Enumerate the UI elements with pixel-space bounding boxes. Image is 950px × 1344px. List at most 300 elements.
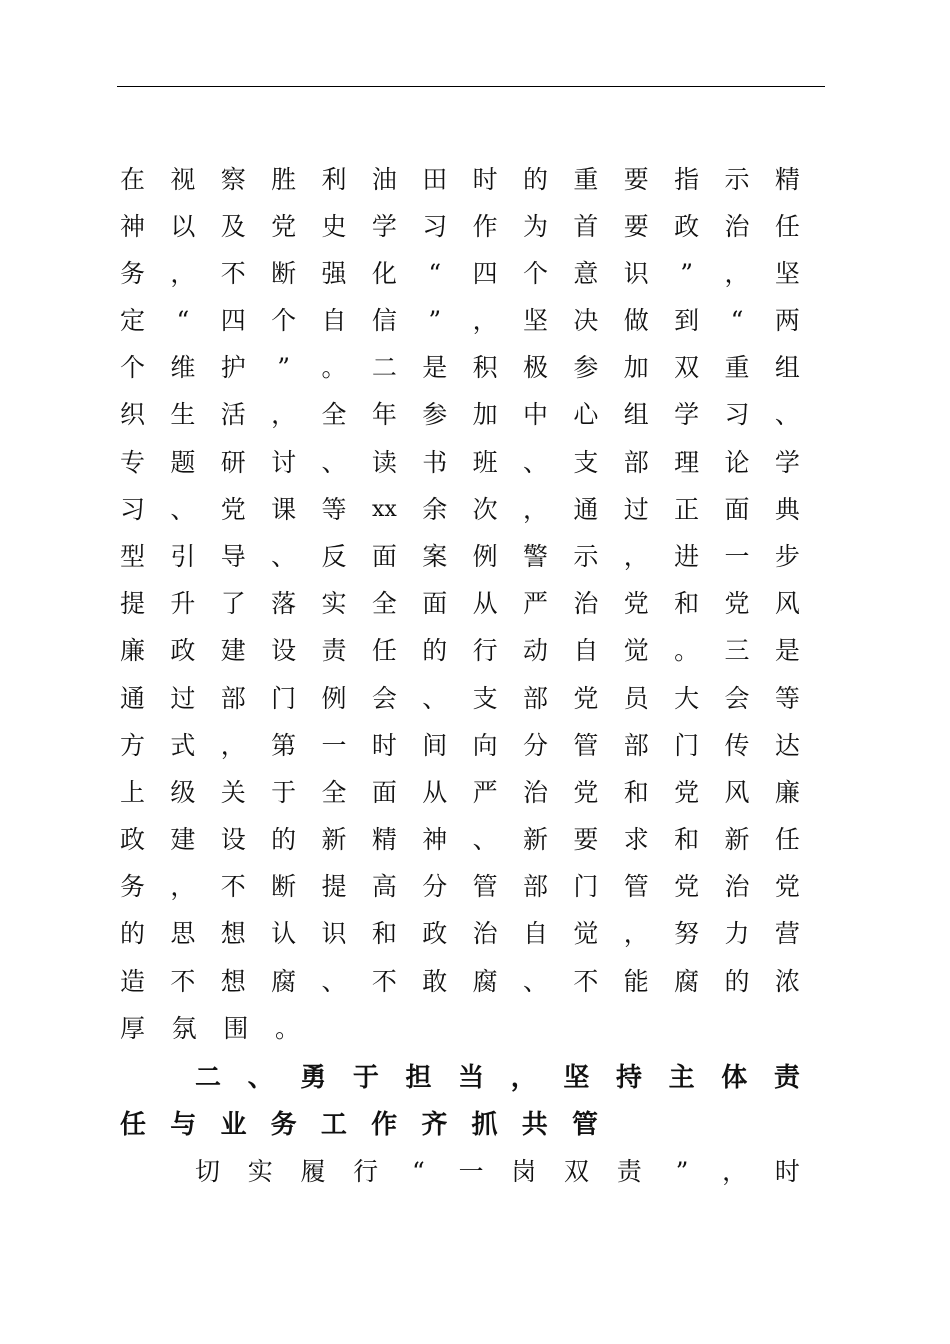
- body-line: [120, 1009, 300, 1049]
- glyph: 门: [271, 684, 297, 713]
- glyph: 过: [623, 495, 649, 524]
- glyph: 和: [674, 825, 700, 854]
- glyph: “: [176, 306, 190, 335]
- glyph: 型: [120, 542, 146, 571]
- glyph: ，: [170, 259, 196, 288]
- glyph: 心: [573, 400, 599, 429]
- glyph: 务: [120, 872, 146, 901]
- glyph: 的: [523, 165, 549, 194]
- glyph: 管: [623, 872, 649, 901]
- glyph: 步: [774, 542, 800, 571]
- glyph: 向: [472, 731, 498, 760]
- glyph: 组: [774, 353, 800, 382]
- glyph: 落: [271, 589, 297, 618]
- glyph: 和: [371, 919, 397, 948]
- glyph: 断: [271, 259, 297, 288]
- glyph: 在: [120, 165, 146, 194]
- glyph: 极: [522, 353, 548, 382]
- glyph: 第: [271, 731, 297, 760]
- glyph: 史: [321, 212, 347, 241]
- glyph: 加: [472, 400, 498, 429]
- glyph: 氛: [171, 1014, 197, 1043]
- glyph: 分: [422, 872, 448, 901]
- glyph: 政: [674, 212, 700, 241]
- glyph: 意: [573, 259, 599, 288]
- glyph: 持: [616, 1063, 643, 1093]
- glyph: 习: [724, 400, 750, 429]
- glyph: 三: [724, 636, 750, 665]
- glyph: 要: [623, 165, 649, 194]
- glyph: 导: [220, 542, 246, 571]
- glyph: 反: [321, 542, 347, 571]
- body-line: [120, 820, 800, 860]
- glyph: ，: [522, 495, 548, 524]
- glyph: 支: [472, 684, 498, 713]
- glyph: 典: [774, 495, 800, 524]
- glyph: 部: [623, 448, 649, 477]
- glyph: 于: [271, 778, 297, 807]
- glyph: 读: [371, 448, 397, 477]
- glyph: 浓: [774, 967, 800, 996]
- glyph: 精: [774, 165, 800, 194]
- glyph: 努: [674, 919, 700, 948]
- glyph: ”: [277, 353, 291, 382]
- glyph: ，: [623, 542, 649, 571]
- glyph: 严: [523, 589, 549, 618]
- glyph: 行: [472, 636, 498, 665]
- glyph: 切: [195, 1157, 221, 1186]
- glyph: 等: [321, 495, 347, 524]
- glyph: 治: [472, 919, 498, 948]
- glyph: 风: [774, 589, 800, 618]
- glyph: ，: [510, 1063, 537, 1093]
- glyph: 务: [270, 1110, 297, 1140]
- glyph: 勇: [300, 1063, 327, 1093]
- glyph: 题: [170, 448, 196, 477]
- glyph: 通: [573, 495, 599, 524]
- glyph: 党: [724, 589, 750, 618]
- glyph: 任: [371, 636, 397, 665]
- glyph: 觉: [573, 919, 599, 948]
- glyph: 书: [422, 448, 448, 477]
- glyph: 造: [120, 967, 146, 996]
- glyph: 引: [170, 542, 196, 571]
- glyph: 全: [321, 778, 347, 807]
- glyph: 示: [724, 165, 750, 194]
- glyph: 级: [170, 778, 196, 807]
- glyph: 力: [724, 919, 750, 948]
- glyph: ，: [724, 259, 750, 288]
- glyph: 例: [321, 684, 347, 713]
- glyph: 厚: [120, 1014, 146, 1043]
- glyph: 时: [774, 1157, 800, 1186]
- glyph: 求: [623, 825, 649, 854]
- body-line: [120, 490, 800, 530]
- glyph: 精: [371, 825, 397, 854]
- glyph: 的: [422, 636, 448, 665]
- body-line: [120, 254, 800, 294]
- glyph: 、: [523, 967, 549, 996]
- glyph: 等: [774, 684, 800, 713]
- glyph: 生: [170, 400, 196, 429]
- glyph: 是: [422, 353, 448, 382]
- glyph: 大: [674, 684, 700, 713]
- glyph: 活: [220, 400, 246, 429]
- glyph: 党: [573, 778, 599, 807]
- glyph: 过: [170, 684, 196, 713]
- glyph: 部: [220, 684, 246, 713]
- glyph: 一: [724, 542, 750, 571]
- glyph: 党: [220, 495, 246, 524]
- glyph: 敢: [422, 967, 448, 996]
- glyph: 不: [220, 872, 246, 901]
- glyph: 班: [472, 448, 498, 477]
- glyph: 业: [220, 1110, 247, 1140]
- glyph: 责: [616, 1157, 642, 1186]
- body-line: [120, 679, 800, 719]
- glyph: 的: [120, 919, 146, 948]
- glyph: 二: [195, 1063, 222, 1093]
- body-line: [120, 726, 800, 766]
- glyph: 。: [274, 1014, 300, 1043]
- glyph: 一: [458, 1157, 484, 1186]
- glyph: 不: [371, 967, 397, 996]
- glyph: 警: [523, 542, 549, 571]
- glyph: 加: [623, 353, 649, 382]
- glyph: 面: [371, 778, 397, 807]
- glyph: 部: [523, 872, 549, 901]
- glyph: 自: [573, 636, 599, 665]
- glyph: 建: [220, 636, 246, 665]
- glyph: 不: [573, 967, 599, 996]
- glyph: 于: [352, 1063, 379, 1093]
- glyph: 员: [623, 684, 649, 713]
- glyph: 识: [623, 259, 649, 288]
- glyph: 示: [573, 542, 599, 571]
- glyph: 要: [623, 212, 649, 241]
- glyph: 高: [371, 872, 397, 901]
- glyph: 个: [120, 353, 146, 382]
- glyph: 坚: [522, 306, 548, 335]
- glyph: 识: [321, 919, 347, 948]
- glyph: 关: [220, 778, 246, 807]
- glyph: 提: [120, 589, 146, 618]
- glyph: 升: [170, 589, 196, 618]
- glyph: 思: [170, 919, 196, 948]
- glyph: 神: [120, 212, 146, 241]
- body-line: [120, 631, 800, 671]
- glyph: 务: [120, 259, 146, 288]
- glyph: ，: [623, 919, 649, 948]
- glyph: 式: [170, 731, 196, 760]
- glyph: 达: [774, 731, 800, 760]
- glyph: 四: [472, 259, 498, 288]
- glyph: 、: [422, 684, 448, 713]
- glyph: 共: [521, 1110, 548, 1140]
- glyph: 首: [573, 212, 599, 241]
- glyph: 坚: [563, 1063, 590, 1093]
- glyph: 党: [271, 212, 297, 241]
- glyph: 廉: [774, 778, 800, 807]
- glyph: 信: [371, 306, 397, 335]
- glyph: 、: [247, 1063, 274, 1093]
- glyph: 、: [774, 400, 800, 429]
- glyph: 神: [422, 825, 448, 854]
- glyph: 上: [120, 778, 146, 807]
- glyph: 作: [472, 212, 498, 241]
- glyph: 论: [724, 448, 750, 477]
- body-line: [120, 773, 800, 813]
- glyph: 重: [573, 165, 599, 194]
- glyph: 觉: [623, 636, 649, 665]
- glyph: 学: [774, 448, 800, 477]
- body-line: [120, 867, 800, 907]
- glyph: 、: [321, 448, 347, 477]
- glyph: 组: [623, 400, 649, 429]
- glyph: ”: [428, 306, 442, 335]
- glyph: ，: [170, 872, 196, 901]
- glyph: 管: [472, 872, 498, 901]
- glyph: 抓: [471, 1110, 498, 1140]
- glyph: 四: [220, 306, 246, 335]
- glyph: 个: [522, 259, 548, 288]
- glyph: 中: [523, 400, 549, 429]
- glyph: 维: [170, 353, 196, 382]
- glyph: 不: [220, 259, 246, 288]
- glyph: 岗: [511, 1157, 537, 1186]
- glyph: 支: [573, 448, 599, 477]
- glyph: 部: [523, 684, 549, 713]
- glyph: 坚: [774, 259, 800, 288]
- glyph: 面: [724, 495, 750, 524]
- glyph: 化: [371, 259, 397, 288]
- glyph: “: [428, 259, 442, 288]
- glyph: 党: [774, 872, 800, 901]
- glyph: 为: [523, 212, 549, 241]
- glyph: 定: [120, 306, 146, 335]
- glyph: 腐: [472, 967, 498, 996]
- glyph: 建: [170, 825, 196, 854]
- glyph: 当: [458, 1063, 485, 1093]
- glyph: 田: [422, 165, 448, 194]
- glyph: 专: [120, 448, 146, 477]
- glyph: 参: [422, 400, 448, 429]
- glyph: 责: [321, 636, 347, 665]
- glyph: 、: [271, 542, 297, 571]
- glyph: 、: [170, 495, 196, 524]
- glyph: 和: [623, 778, 649, 807]
- glyph: 会: [724, 684, 750, 713]
- glyph: 治: [724, 212, 750, 241]
- glyph: 政: [120, 825, 146, 854]
- glyph: 门: [674, 731, 700, 760]
- glyph: 油: [371, 165, 397, 194]
- glyph: 面: [422, 589, 448, 618]
- glyph: 实: [321, 589, 347, 618]
- glyph: 政: [170, 636, 196, 665]
- glyph: “: [411, 1157, 425, 1186]
- glyph: 分: [523, 731, 549, 760]
- glyph: 察: [220, 165, 246, 194]
- glyph: 时: [472, 165, 498, 194]
- glyph: 腐: [674, 967, 700, 996]
- body-line: [120, 301, 800, 341]
- glyph: 想: [220, 919, 246, 948]
- glyph: 主: [668, 1063, 695, 1093]
- glyph: 积: [472, 353, 498, 382]
- glyph: 、: [321, 967, 347, 996]
- glyph: 新: [724, 825, 750, 854]
- glyph: 学: [371, 212, 397, 241]
- glyph: 习: [120, 495, 146, 524]
- glyph: 双: [674, 353, 700, 382]
- glyph: 。: [674, 636, 700, 665]
- glyph: 的: [724, 967, 750, 996]
- glyph: 两: [774, 306, 800, 335]
- glyph: 要: [573, 825, 599, 854]
- glyph: 从: [422, 778, 448, 807]
- glyph: 、: [472, 825, 498, 854]
- glyph: 自: [321, 306, 347, 335]
- glyph: 治: [573, 589, 599, 618]
- glyph: ”: [680, 259, 693, 288]
- glyph: 工: [320, 1110, 347, 1140]
- glyph: 会: [371, 684, 397, 713]
- body-line: [120, 395, 800, 435]
- glyph: 履: [300, 1157, 326, 1186]
- glyph: 一: [321, 731, 347, 760]
- glyph: 任: [120, 1110, 147, 1140]
- glyph: 利: [321, 165, 347, 194]
- glyph: ，: [220, 731, 246, 760]
- glyph: 强: [321, 259, 347, 288]
- glyph: 从: [472, 589, 498, 618]
- glyph: 管: [571, 1110, 598, 1140]
- glyph: 营: [774, 919, 800, 948]
- glyph: 年: [371, 400, 397, 429]
- glyph: ，: [472, 306, 498, 335]
- glyph: 腐: [271, 967, 297, 996]
- glyph: 指: [674, 165, 700, 194]
- glyph: 传: [724, 731, 750, 760]
- glyph: 廉: [120, 636, 146, 665]
- glyph: 课: [271, 495, 297, 524]
- glyph: 新: [321, 825, 347, 854]
- glyph: 党: [623, 589, 649, 618]
- glyph: 断: [271, 872, 297, 901]
- glyph: 研: [220, 448, 246, 477]
- glyph: 例: [472, 542, 498, 571]
- glyph: 方: [120, 731, 146, 760]
- glyph: 是: [774, 636, 800, 665]
- glyph: 体: [721, 1063, 748, 1093]
- section-heading-line: [120, 1105, 598, 1145]
- paragraph-first-line: [195, 1152, 800, 1192]
- glyph: 讨: [271, 448, 297, 477]
- glyph: 政: [422, 919, 448, 948]
- glyph: 个: [271, 306, 297, 335]
- header-rule: [117, 86, 825, 87]
- glyph: 时: [371, 731, 397, 760]
- glyph: 学: [674, 400, 700, 429]
- glyph: 提: [321, 872, 347, 901]
- glyph: ，: [722, 1157, 748, 1186]
- glyph: 间: [422, 731, 448, 760]
- glyph: 全: [321, 400, 347, 429]
- glyph: 党: [674, 872, 700, 901]
- glyph: 部: [623, 731, 649, 760]
- glyph: 认: [271, 919, 297, 948]
- body-line: [120, 160, 800, 200]
- glyph: 案: [422, 542, 448, 571]
- body-line: [120, 537, 800, 577]
- glyph: 责: [773, 1063, 800, 1093]
- glyph: 行: [353, 1157, 379, 1186]
- glyph: 任: [774, 212, 800, 241]
- glyph: 二: [371, 353, 397, 382]
- glyph: 通: [120, 684, 146, 713]
- glyph: ”: [675, 1157, 689, 1186]
- glyph: 设: [271, 636, 297, 665]
- glyph: 能: [623, 967, 649, 996]
- glyph: 的: [271, 825, 297, 854]
- section-heading-line: [195, 1058, 800, 1098]
- body-line: [120, 348, 800, 388]
- glyph: “: [730, 306, 744, 335]
- body-line: [120, 443, 800, 483]
- glyph: 和: [674, 589, 700, 618]
- glyph: 风: [724, 778, 750, 807]
- body-line: [120, 914, 800, 954]
- glyph: xx: [371, 497, 397, 522]
- glyph: 实: [247, 1157, 273, 1186]
- glyph: 参: [573, 353, 599, 382]
- glyph: 治: [724, 872, 750, 901]
- glyph: 全: [371, 589, 397, 618]
- glyph: 及: [220, 212, 246, 241]
- glyph: 担: [405, 1063, 432, 1093]
- glyph: 次: [472, 495, 498, 524]
- glyph: 动: [523, 636, 549, 665]
- glyph: 不: [170, 967, 196, 996]
- glyph: 围: [223, 1014, 249, 1043]
- glyph: 管: [573, 731, 599, 760]
- glyph: 理: [674, 448, 700, 477]
- glyph: 决: [573, 306, 599, 335]
- glyph: 作: [371, 1110, 398, 1140]
- glyph: 重: [724, 353, 750, 382]
- body-line: [120, 207, 800, 247]
- body-line: [120, 584, 800, 624]
- glyph: 双: [564, 1157, 590, 1186]
- glyph: 设: [220, 825, 246, 854]
- glyph: 胜: [271, 165, 297, 194]
- glyph: 进: [674, 542, 700, 571]
- glyph: 与: [170, 1110, 197, 1140]
- glyph: 护: [220, 353, 246, 382]
- glyph: 任: [774, 825, 800, 854]
- glyph: 面: [371, 542, 397, 571]
- glyph: 做: [623, 306, 649, 335]
- glyph: 新: [523, 825, 549, 854]
- glyph: 了: [220, 589, 246, 618]
- glyph: 齐: [421, 1110, 448, 1140]
- glyph: 视: [170, 165, 196, 194]
- glyph: 党: [674, 778, 700, 807]
- glyph: 习: [422, 212, 448, 241]
- glyph: 严: [472, 778, 498, 807]
- glyph: 。: [321, 353, 347, 382]
